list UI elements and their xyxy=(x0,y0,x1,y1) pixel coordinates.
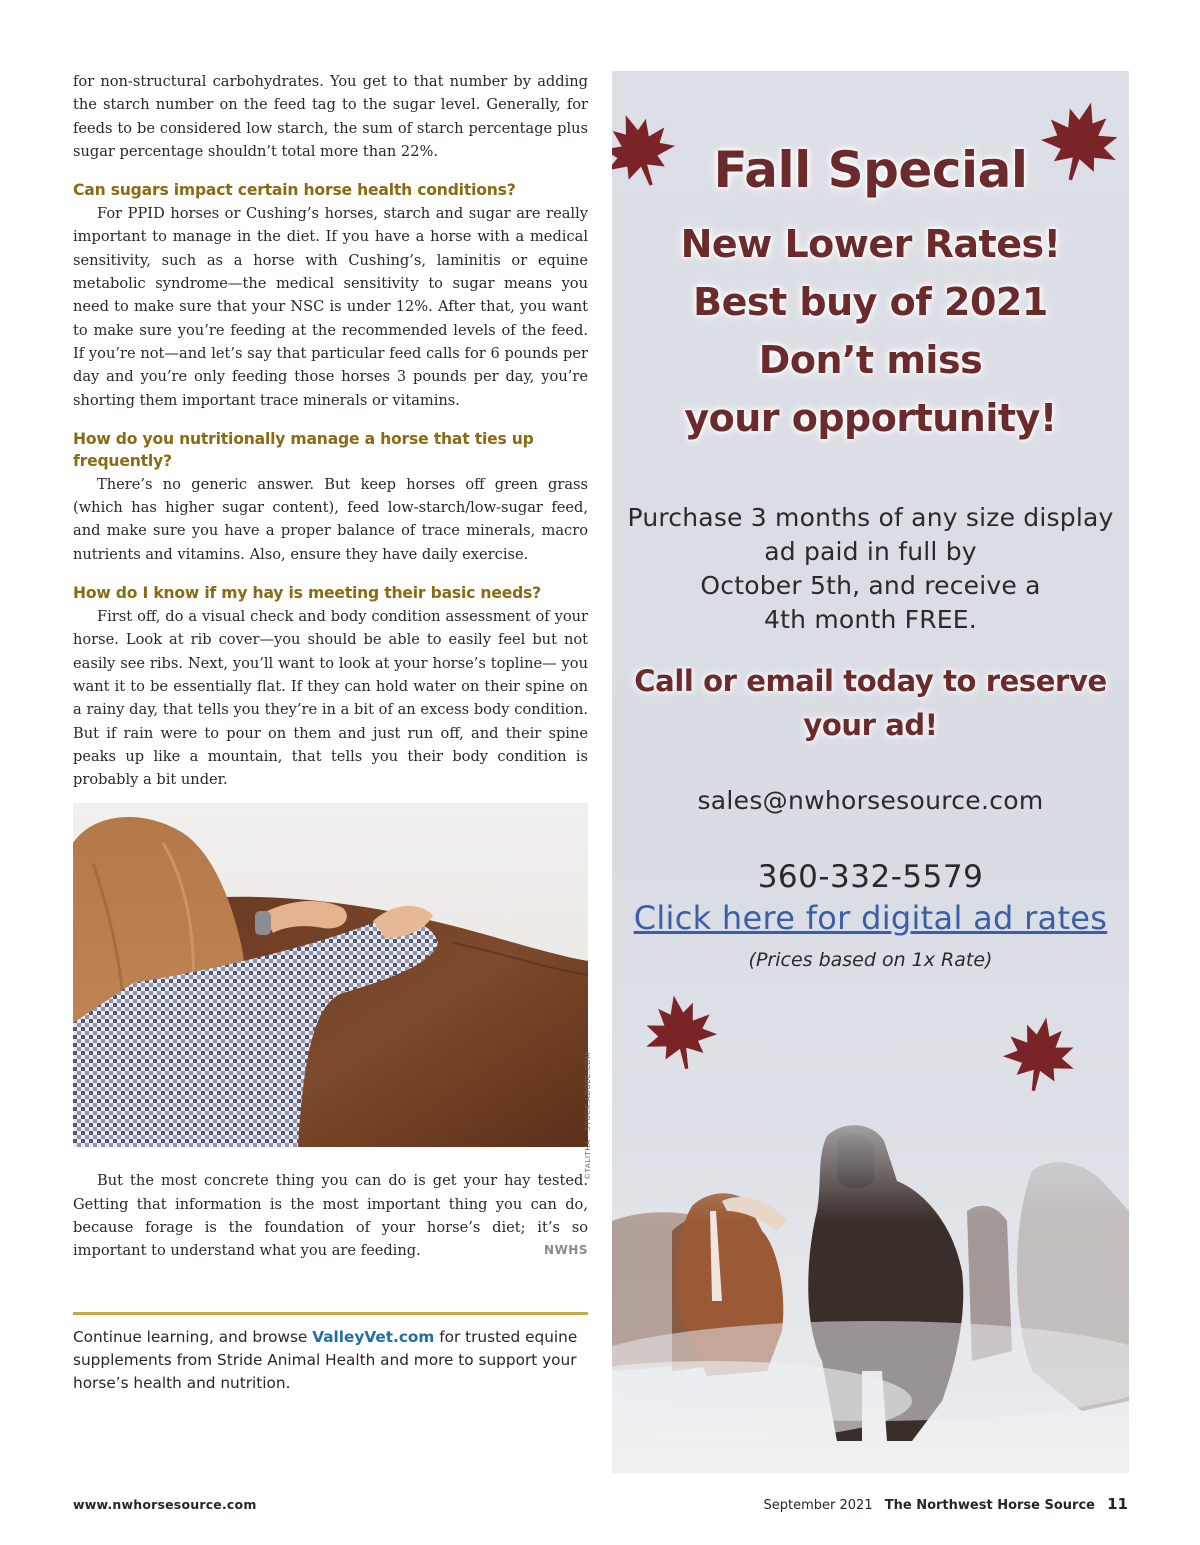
prices-note: (Prices based on 1x Rate) xyxy=(748,949,993,971)
photo-credit xyxy=(584,1050,604,1180)
photo-credit-text: ©TALITHA - STOCK.ADOBE.COM xyxy=(584,1052,592,1180)
offer-line: Purchase 3 months of any size display xyxy=(627,503,1114,532)
section-body-sugars: For PPID horses or Cushing’s horses, starch and sugar are really important to manage in the diet. If you have a horse with a medical sensitivity, such as a horse with Cushing’s, laminitis or equine metabolic syndrome—the medical sensitivity to sugar means you need to make sure that your NSC is under 12%. After that, you want to make sure you’re feeding at the recommended levels of the feed. If you’re not—and let’s say that particular feed calls for 6 pounds per day and you’re only feeding those horses 3 pounds per day, you’re shorting them important trace minerals or vitamins. xyxy=(73,205,588,409)
divider-rule xyxy=(73,1312,588,1315)
headline-line: your opportunity! xyxy=(684,396,1057,440)
offer-line: ad paid in full by xyxy=(764,537,977,566)
promo-text xyxy=(73,1326,593,1395)
ad-offer-text xyxy=(612,501,1129,637)
woman-horse-illustration xyxy=(73,803,588,1147)
sales-email-link[interactable]: sales@nwhorsesource.com xyxy=(697,786,1044,815)
page-number: 11 xyxy=(1107,1495,1128,1513)
offer-line: 4th month FREE. xyxy=(764,605,977,634)
valleyvet-link[interactable]: ValleyVet.com xyxy=(312,1328,435,1346)
footer-issue: September 2021 xyxy=(763,1498,873,1513)
byline: NWHS xyxy=(544,1243,588,1258)
ad-call-to-action xyxy=(612,659,1129,747)
section-heading-sugars: Can sugars impact certain horse health conditions? xyxy=(73,181,516,200)
ad-headline xyxy=(612,215,1129,447)
maple-leaf-icon xyxy=(640,989,720,1073)
cta-line: your ad! xyxy=(803,708,938,742)
sales-phone[interactable]: 360-332-5579 xyxy=(757,859,984,895)
cta-line: Call or email today to reserve xyxy=(634,664,1107,698)
headline-line: New Lower Rates! xyxy=(680,222,1061,266)
promo-before: Continue learning, and browse xyxy=(73,1328,313,1346)
offer-line: October 5th, and receive a xyxy=(700,571,1041,600)
headline-line: Best buy of 2021 xyxy=(693,280,1048,324)
fall-special-ad[interactable] xyxy=(612,71,1129,1473)
section-body-ties-up: There’s no generic answer. But keep horses off green grass (which has higher sugar content), feed low-starch/low-sugar feed, and make sure you have a proper balance of trace minerals, macro nutrients and vitamins. Also, ensure they have daily exercise. xyxy=(73,475,588,563)
footer-issue-info xyxy=(764,1495,1128,1513)
section-body-hay: First off, do a visual check and body condition assessment of your horse. Look at rib cover—you should be able to easily feel but not easily see ribs. Next, you’ll want to look at your horse’s topline— you want it to be essentially flat. If they can hold water on their spine on a rainy day, that tells you they’re in a bit of an excess body condition. But if rain were to pour on them and just run off, and their spine peaks up like a mountain, that tells you their body condition is probably a bit under. xyxy=(73,608,588,789)
article-closing xyxy=(73,1169,588,1262)
ad-title: Fall Special xyxy=(713,141,1028,199)
article-photo-woman-horse xyxy=(73,803,588,1147)
promo-after: for trusted equine supplements from Stride Animal Health and more to support your horse’s health and nutrition. xyxy=(73,1328,578,1392)
footer-website[interactable]: www.nwhorsesource.com xyxy=(73,1497,257,1512)
digital-ad-rates-link[interactable]: Click here for digital ad rates xyxy=(633,899,1108,937)
footer-publication: The Northwest Horse Source xyxy=(884,1498,1095,1513)
section-heading-ties-up: How do you nutritionally manage a horse that ties up frequently? xyxy=(73,429,534,470)
article-intro: for non-structural carbohydrates. You get to that number by adding the starch number on the feed tag to the sugar level. Generally, for feeds to be considered low starch, the sum of starch percentage plus sugar percentage shouldn’t total more than 22%. xyxy=(73,73,588,160)
closing-text: But the most concrete thing you can do is get your hay tested. Getting that information is the most important thing you can do, because forage is the foundation of your horse’s diet; it’s so important to understand what you are feeding. xyxy=(73,1172,588,1260)
article-column xyxy=(73,70,588,1263)
headline-line: Don’t miss xyxy=(758,338,983,382)
section-heading-hay: How do I know if my hay is meeting their basic needs? xyxy=(73,584,541,603)
maple-leaf-icon xyxy=(1000,1011,1080,1095)
